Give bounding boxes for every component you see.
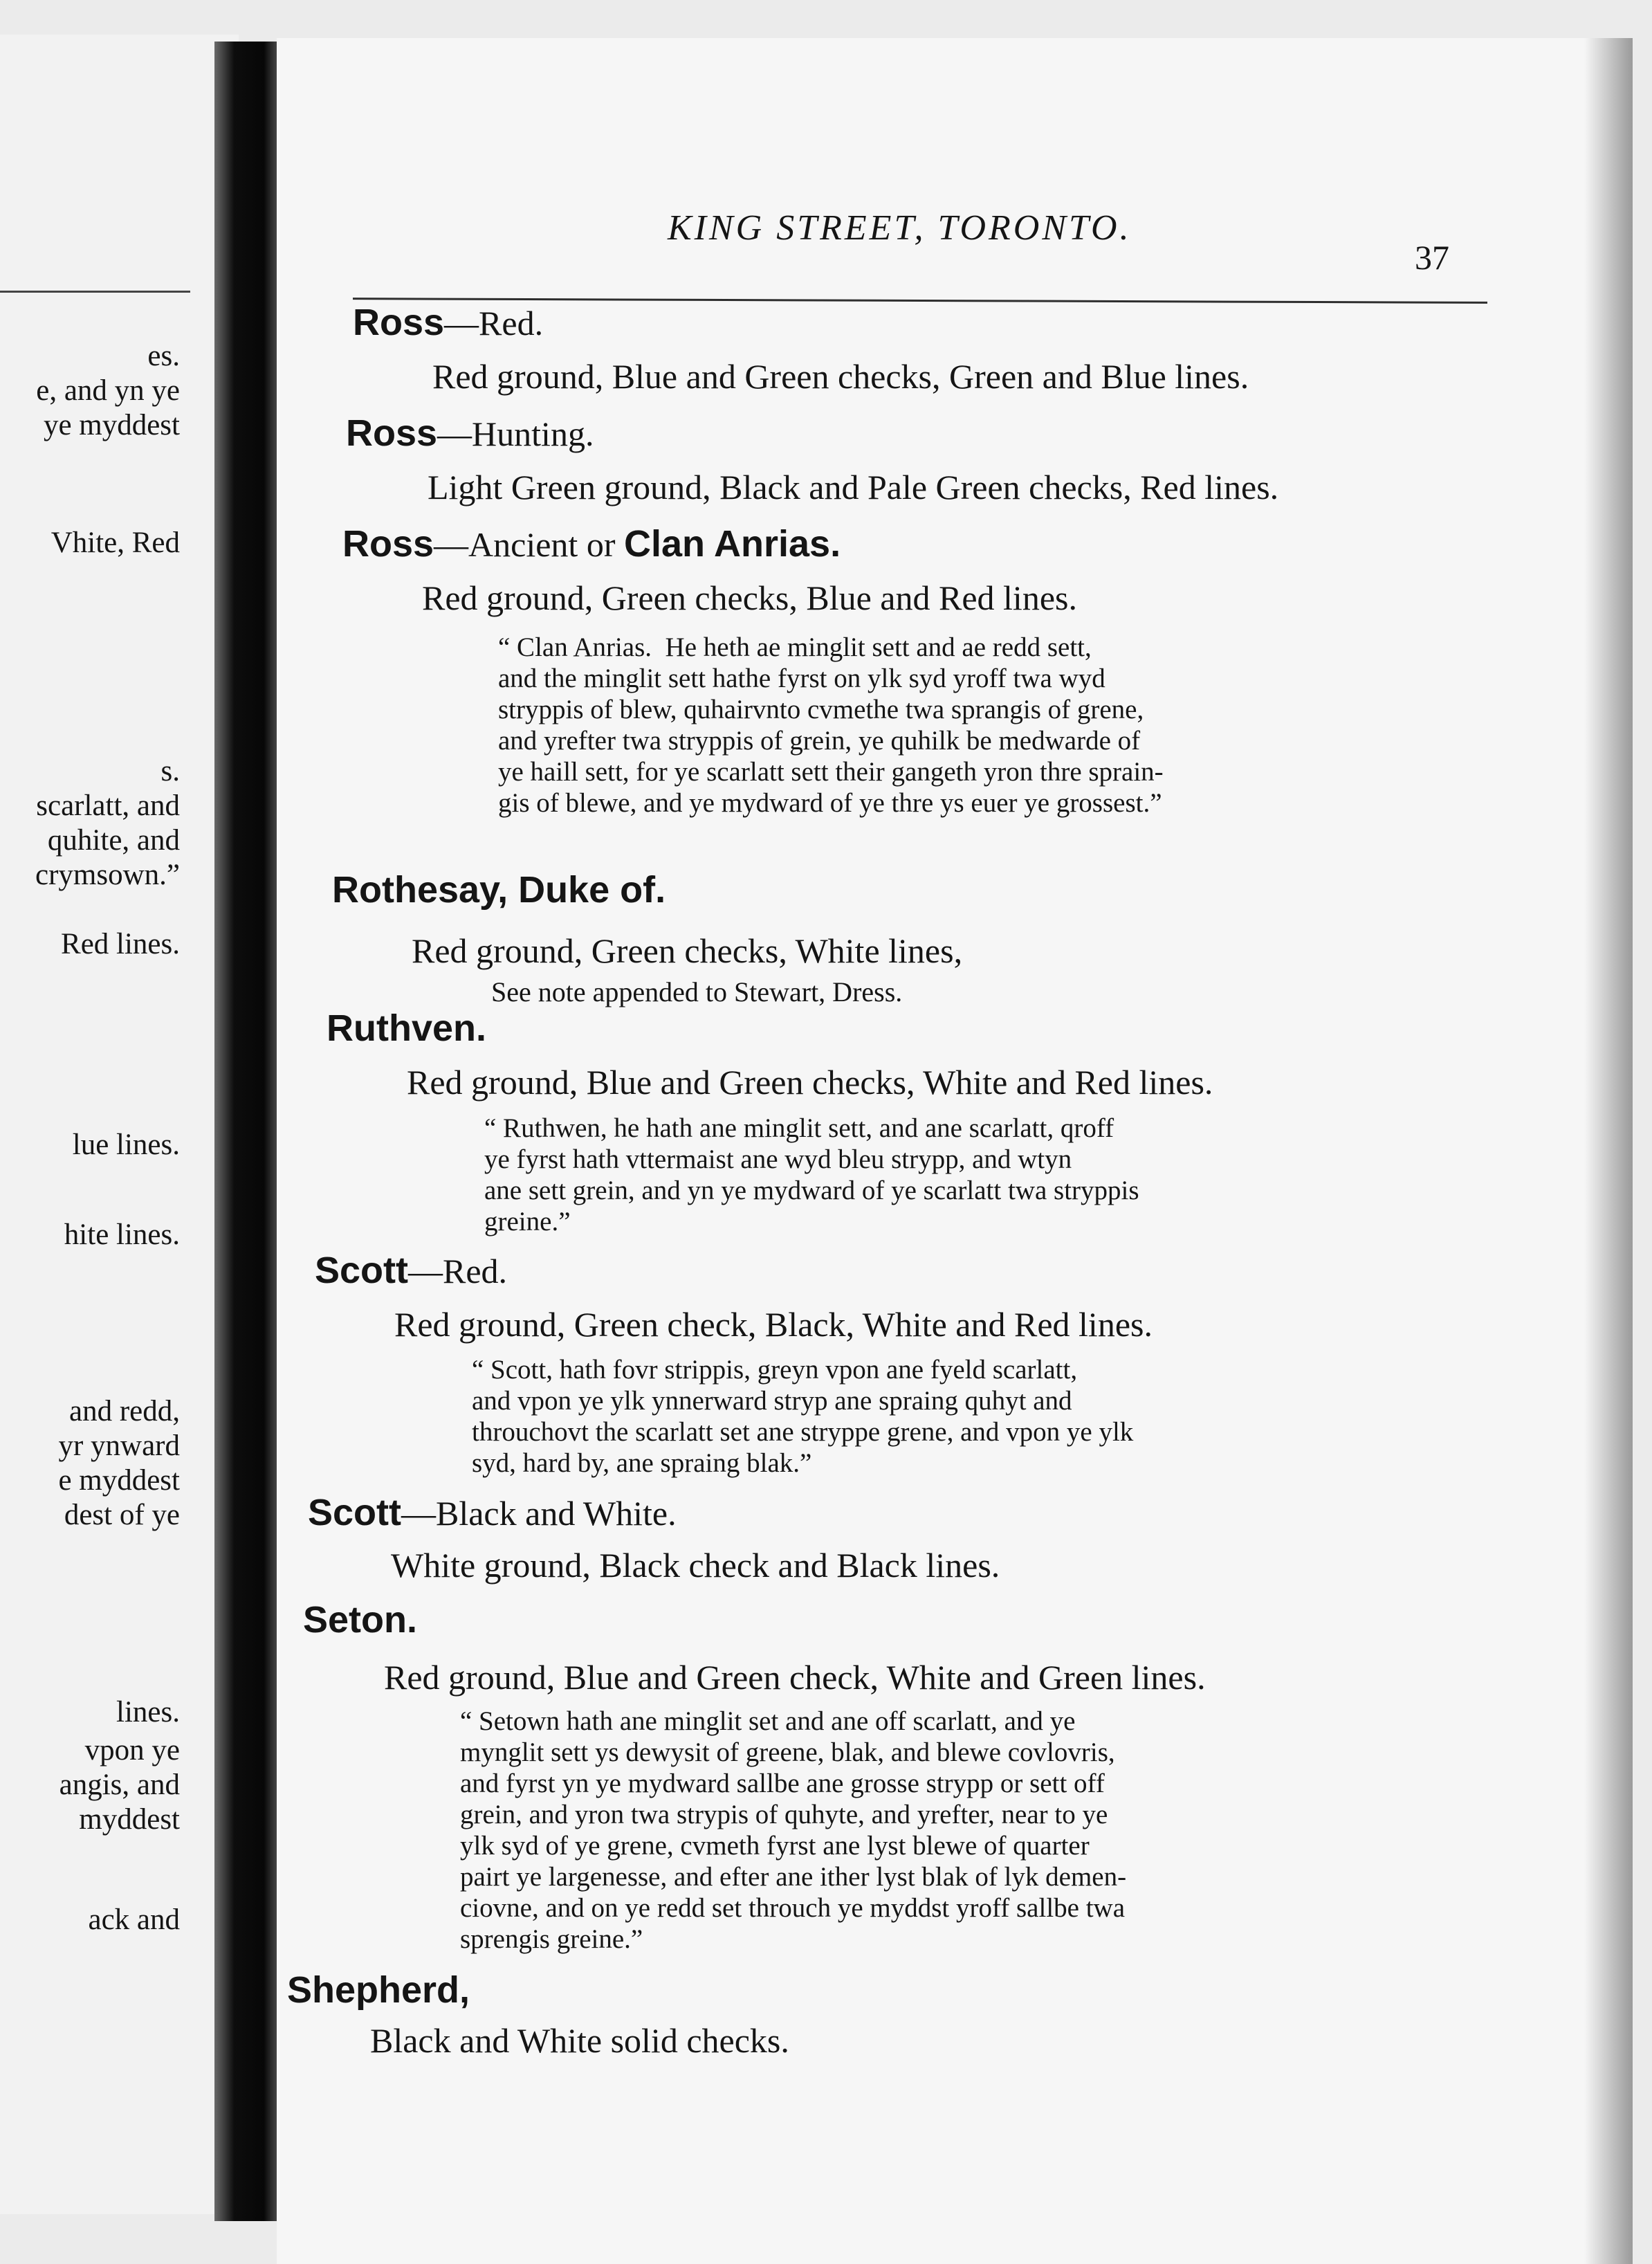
facing-line: vpon ye <box>84 1734 180 1767</box>
facing-line: s. <box>160 755 180 787</box>
facing-line: lines. <box>116 1696 180 1728</box>
quote-line: syd, hard by, ane spraing blak.” <box>472 1448 812 1478</box>
entry-heading <box>308 1491 677 1534</box>
facing-line: quhite, and <box>47 824 180 857</box>
quote-line: throuchovt the scarlatt set ane stryppe grene, and vpon ye ylk <box>472 1417 1134 1447</box>
tartan-description: Red ground, Green checks, White lines, <box>412 931 963 970</box>
tartan-note: See note appended to Stewart, Dress. <box>491 976 903 1007</box>
tartan-description: Black and White solid checks. <box>370 2021 789 2060</box>
quote-line: ane sett grein, and yn ye mydward of ye scarlatt twa stryppis <box>484 1176 1139 1205</box>
tartan-variant: —Black and White. <box>401 1494 677 1533</box>
facing-line: dest of ye <box>64 1499 180 1531</box>
tartan-description: Red ground, Blue and Green check, White and Green lines. <box>384 1658 1206 1697</box>
quote-line: and yrefter twa stryppis of grein, ye quhilk be medwarde of <box>498 726 1141 756</box>
clan-name: Ross <box>353 302 445 343</box>
tartan-variant: —Red. <box>408 1252 508 1290</box>
tartan-variant: —Red. <box>444 304 544 343</box>
quote-line: mynglit sett ys dewysit of greene, blak, and blewe covlovris, <box>460 1737 1115 1767</box>
entry-heading <box>346 412 594 455</box>
tartan-description: Red ground, Blue and Green checks, White and Red lines. <box>407 1063 1213 1102</box>
quote-line: and the minglit sett hathe fyrst on ylk syd yroff twa wyd <box>498 664 1105 693</box>
tartan-variant: —Hunting. <box>437 414 594 453</box>
quote-line: “ Setown hath ane minglit set and ane off scarlatt, and ye <box>460 1706 1076 1736</box>
entry-heading <box>327 1007 486 1050</box>
clan-name: Rothesay, Duke of. <box>332 869 666 911</box>
quote-line: “ Scott, hath fovr strippis, greyn vpon ane fyeld scarlatt, <box>472 1355 1078 1385</box>
quote-line: grein, and yron twa strypis of quhyte, and yrefter, near to ye <box>460 1800 1108 1829</box>
quote-line: ye haill sett, for ye scarlatt sett their gangeth yron thre sprain- <box>498 757 1164 787</box>
facing-line: scarlatt, and <box>36 789 180 822</box>
facing-line: yr ynward <box>58 1430 180 1462</box>
page-number: 37 <box>1415 238 1449 277</box>
facing-line: e myddest <box>58 1464 180 1497</box>
clan-name: Ruthven. <box>327 1007 487 1049</box>
facing-line: Vhite, Red <box>51 527 180 559</box>
quote-line: ye fyrst hath vttermaist ane wyd bleu strypp, and wtyn <box>484 1144 1072 1174</box>
clan-name: Ross <box>342 523 434 565</box>
tartan-description: Red ground, Green checks, Blue and Red lines. <box>422 578 1077 617</box>
quote-line: “ Clan Anrias. He heth ae minglit sett and ae redd sett, <box>498 632 1092 662</box>
quotation <box>498 632 1164 819</box>
facing-line: hite lines. <box>64 1218 180 1251</box>
tartan-description: Red ground, Green check, Black, White and Red lines. <box>394 1305 1153 1344</box>
facing-line: ye myddest <box>43 409 180 441</box>
tartan-description: Light Green ground, Black and Pale Green checks, Red lines. <box>428 468 1279 506</box>
tartan-variant: —Ancient or <box>434 525 624 564</box>
facing-line: angis, and <box>59 1769 180 1801</box>
facing-page <box>0 35 239 2214</box>
quote-line: sprengis greine.” <box>460 1924 643 1954</box>
quote-line: “ Ruthwen, he hath ane minglit sett, and ane scarlatt, qroff <box>484 1113 1114 1143</box>
quote-line: pairt ye largenesse, and efter ane ither lyst blak of lyk demen- <box>460 1862 1127 1892</box>
quotation <box>472 1354 1133 1479</box>
clan-name: Ross <box>346 412 438 454</box>
clan-alias: Clan Anrias. <box>623 523 841 565</box>
quotation <box>460 1706 1126 1955</box>
quote-line: and vpon ye ylk ynnerward stryp ane spraing quhyt and <box>472 1386 1072 1416</box>
clan-name: Shepherd, <box>287 1969 470 2011</box>
quote-line: and fyrst yn ye mydward sallbe ane grosse strypp or sett off <box>460 1769 1105 1798</box>
facing-line: e, and yn ye <box>36 374 180 407</box>
clan-name: Scott <box>308 1492 401 1533</box>
facing-line: lue lines. <box>72 1129 180 1161</box>
quote-line: gis of blewe, and ye mydward of ye thre ys euer ye grossest.” <box>498 788 1162 818</box>
clan-name: Scott <box>315 1250 408 1291</box>
facing-line: Red lines. <box>61 928 180 960</box>
entry-heading <box>342 522 841 565</box>
entry-heading <box>353 301 543 344</box>
book-page <box>277 38 1633 2264</box>
facing-line: crymsown.” <box>35 859 180 891</box>
quote-line: greine.” <box>484 1207 571 1236</box>
entry-heading <box>332 868 666 911</box>
entry-heading <box>303 1598 417 1641</box>
facing-line: es. <box>147 340 180 372</box>
quotation <box>484 1113 1139 1237</box>
quote-line: stryppis of blew, quhairvnto cvmethe twa sprangis of grene, <box>498 695 1144 724</box>
entry-heading <box>287 1969 470 2011</box>
entry-heading <box>315 1249 507 1292</box>
facing-line: myddest <box>79 1803 180 1836</box>
book-gutter <box>214 42 280 2221</box>
quote-line: ciovne, and on ye redd set throuch ye myddst yroff sallbe twa <box>460 1893 1126 1923</box>
facing-line: and redd, <box>69 1395 180 1427</box>
quote-line: ylk syd of ye grene, cvmeth fyrst ane lyst blewe of quarter <box>460 1831 1090 1861</box>
page-edge-shadow <box>1584 38 1633 2264</box>
facing-page-rule <box>0 291 190 293</box>
tartan-description: Red ground, Blue and Green checks, Green and Blue lines. <box>432 357 1249 396</box>
tartan-description: White ground, Black check and Black lines. <box>391 1546 1000 1585</box>
running-head: KING STREET, TORONTO. <box>668 208 1132 248</box>
facing-line: ack and <box>88 1904 180 1936</box>
clan-name: Seton. <box>303 1599 418 1641</box>
